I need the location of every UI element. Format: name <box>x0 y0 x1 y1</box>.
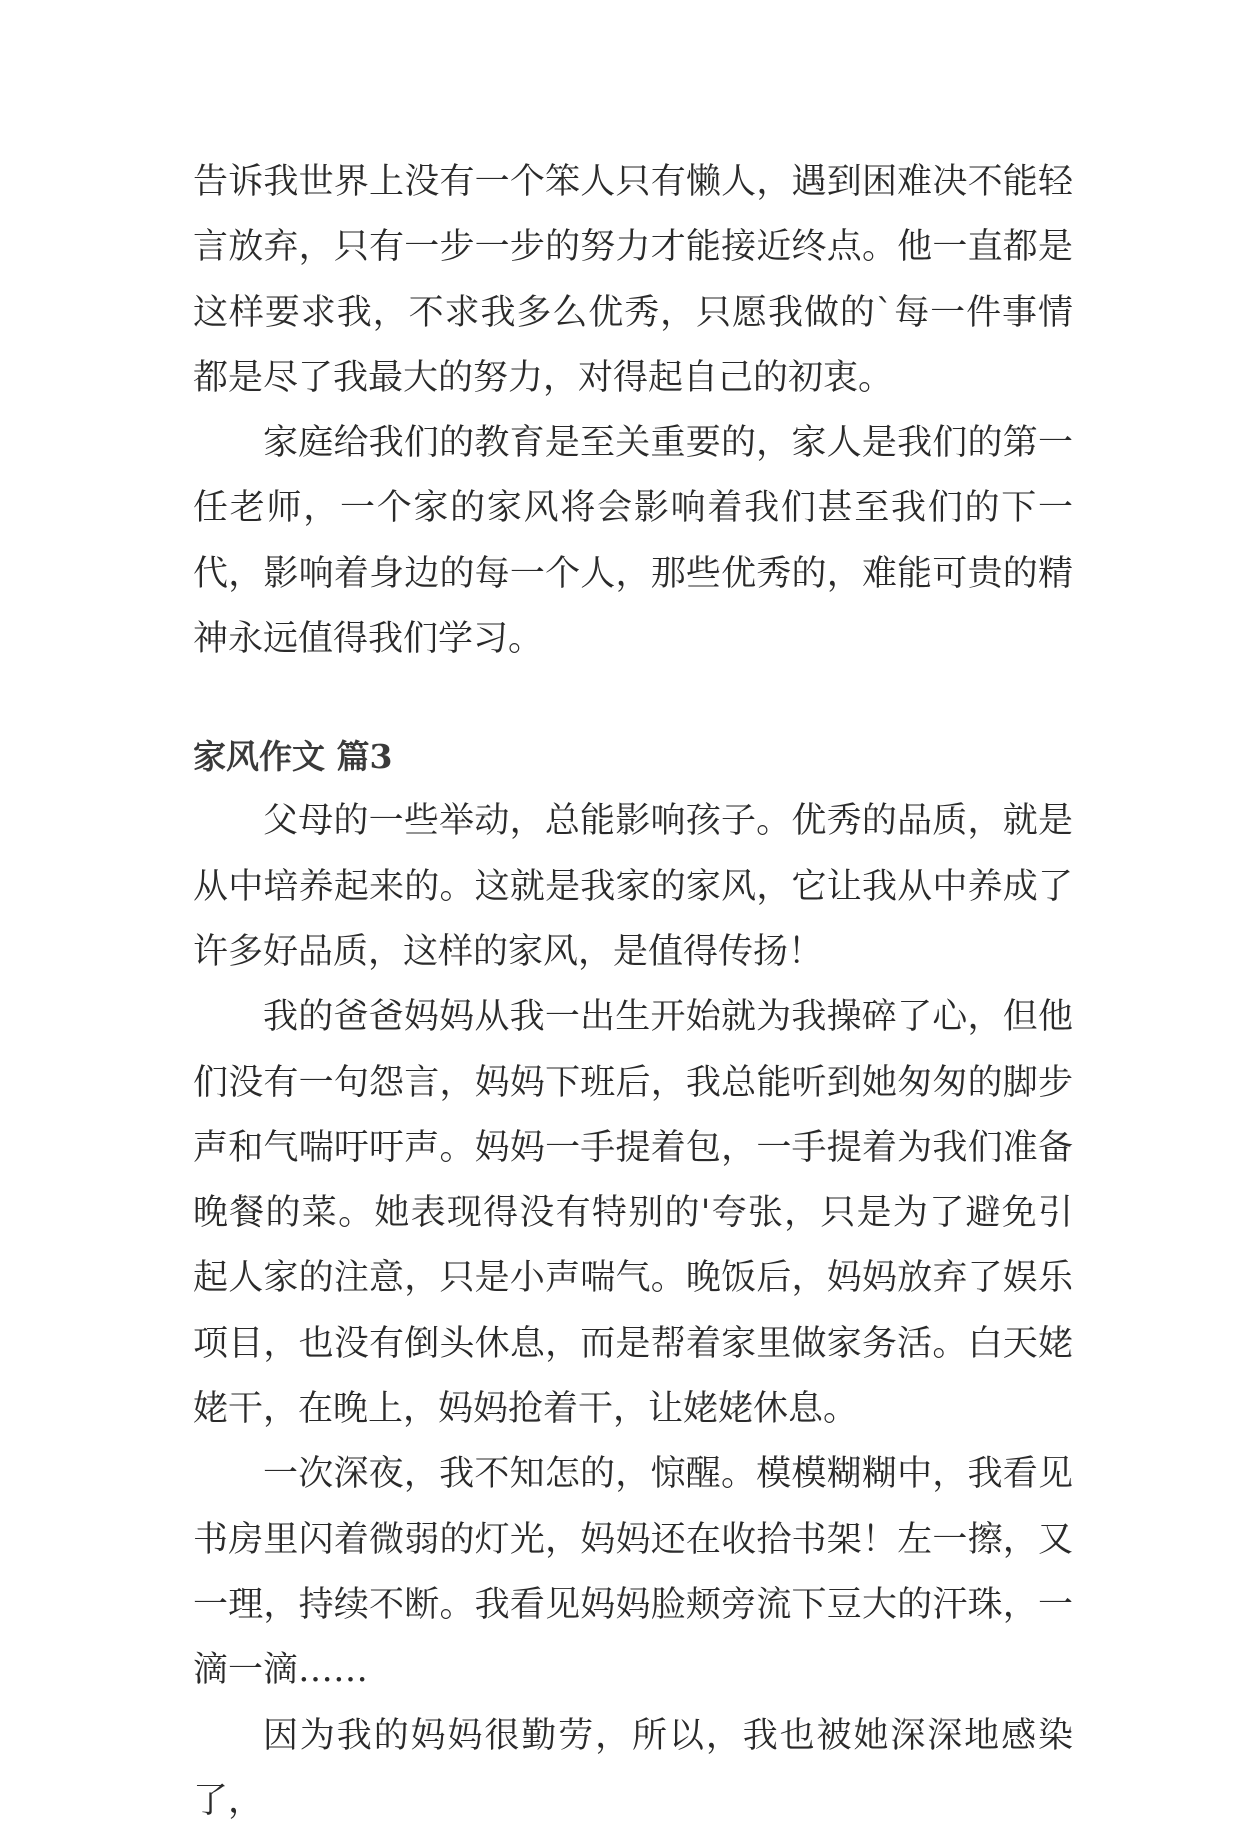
section-heading: 家风作文 篇3 <box>193 737 393 777</box>
section-gap <box>193 672 1073 724</box>
paragraph-parents-influence: 父母的一些举动，总能影响孩子。优秀的品质，就是从中培养起来的。这就是我家的家风，它让我从中养成了许多好品质，这样的家风，是值得传扬！ <box>193 801 1073 972</box>
document-page <box>193 150 1073 1834</box>
paragraph-intro: 告诉我世界上没有一个笨人只有懒人，遇到困难决不能轻言放弃，只有一步一步的努力才能接近终点。他一直都是这样要求我，不求我多么优秀，只愿我做的`每一件事情都是尽了我最大的努力，对得起自己的初衷。 <box>193 162 1073 398</box>
paragraph-conclusion: 因为我的妈妈很勤劳，所以，我也被她深深地感染了， <box>193 1715 1073 1821</box>
paragraph-mother-hardwork: 我的爸爸妈妈从我一出生开始就为我操碎了心，但他们没有一句怨言，妈妈下班后，我总能听到她匆匆的脚步声和气喘吁吁声。妈妈一手提着包，一手提着为我们准备晚餐的菜。她表现得没有特别的'夸张，只是为了避免引起人家的注意，只是小声喘气。晚饭后，妈妈放弃了娱乐项目，也没有倒头休息，而是帮着家里做家务活。白天姥姥干，在晚上，妈妈抢着干，让姥姥休息。 <box>193 997 1073 1430</box>
paragraph-family-education: 家庭给我们的教育是至关重要的，家人是我们的第一任老师，一个家的家风将会影响着我们甚至我们的下一代，影响着身边的每一个人，那些优秀的，难能可贵的精神永远值得我们学习。 <box>193 423 1073 660</box>
paragraph-late-night: 一次深夜，我不知怎的，惊醒。模模糊糊中，我看见书房里闪着微弱的灯光，妈妈还在收拾书架！左一擦，又一理，持续不断。我看见妈妈脸颊旁流下豆大的汗珠，一滴一滴…… <box>193 1454 1073 1691</box>
